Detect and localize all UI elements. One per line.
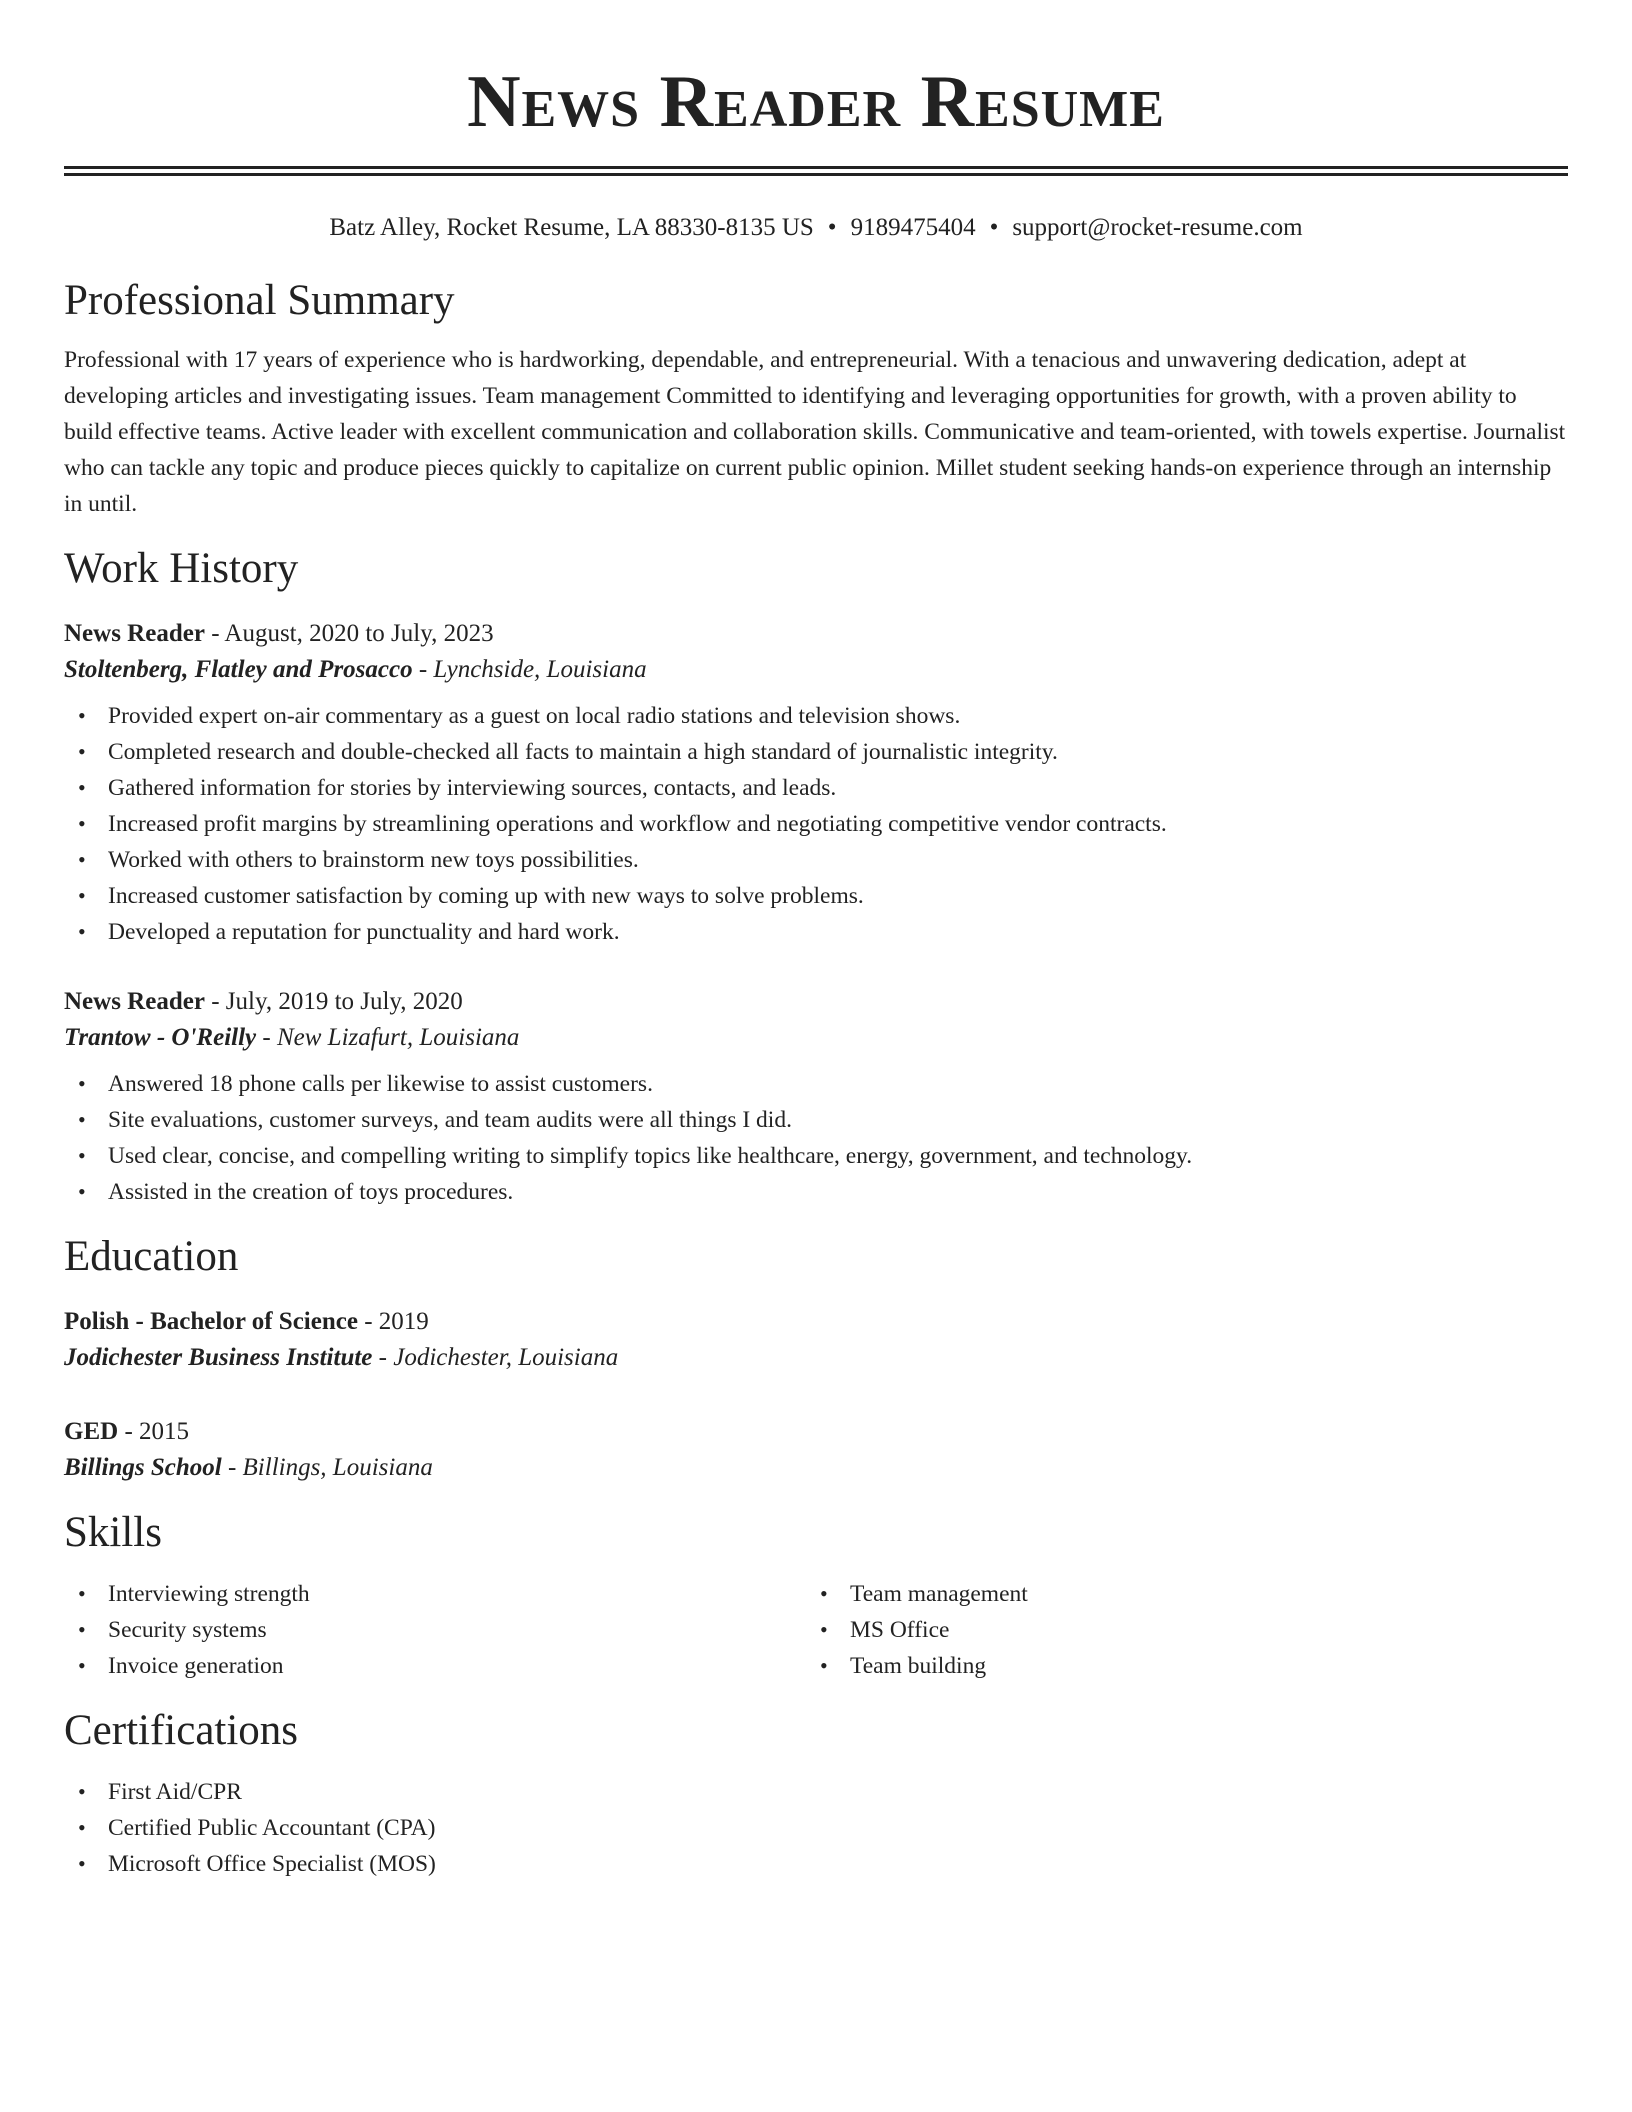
job-dates: - August, 2020 to July, 2023	[204, 620, 494, 647]
education-entry	[64, 1414, 1568, 1486]
job-location: - New Lizafurt, Louisiana	[256, 1024, 520, 1051]
list-item: • Microsoft Office Specialist (MOS)	[64, 1846, 1568, 1882]
school-line	[64, 1340, 1568, 1376]
job-title-line	[64, 984, 1568, 1020]
list-item: • Assisted in the creation of toys procedures.	[64, 1174, 1568, 1210]
list-item: • Team building	[806, 1648, 1548, 1684]
list-item: • Interviewing strength	[64, 1576, 806, 1612]
list-item: • Team management	[806, 1576, 1548, 1612]
list-item: • Used clear, concise, and compelling writing to simplify topics like healthcare, energy, government, and technology.	[64, 1138, 1568, 1174]
job-title-line	[64, 616, 1568, 652]
skills-columns	[64, 1576, 1568, 1684]
contact-email: support@rocket-resume.com	[1012, 214, 1303, 241]
list-item: • Security systems	[64, 1612, 806, 1648]
school-location: - Billings, Louisiana	[221, 1454, 433, 1481]
job-company: Stoltenberg, Flatley and Prosacco	[64, 656, 413, 683]
resume-page	[64, 0, 1568, 1882]
summary-heading: Professional Summary	[64, 277, 455, 324]
list-item: • Developed a reputation for punctuality and hard work.	[64, 914, 1568, 950]
list-item: • Worked with others to brainstorm new toys possibilities.	[64, 842, 1568, 878]
skills-heading: Skills	[64, 1509, 162, 1556]
skills-right-column	[806, 1576, 1548, 1684]
job-dates: - July, 2019 to July, 2020	[204, 988, 463, 1015]
list-item: • Gathered information for stories by interviewing sources, contacts, and leads.	[64, 770, 1568, 806]
school: Billings School	[64, 1454, 222, 1481]
job-title: News Reader	[64, 988, 205, 1015]
contact-phone: 9189475404	[850, 214, 976, 241]
certifications-heading: Certifications	[64, 1707, 299, 1754]
title-divider	[64, 166, 1568, 176]
job-title: News Reader	[64, 620, 205, 647]
degree-year: - 2015	[118, 1418, 190, 1445]
school: Jodichester Business Institute	[64, 1344, 373, 1371]
resume-title: News Reader Resume	[467, 61, 1165, 143]
summary-text: Professional with 17 years of experience who is hardworking, dependable, and entrepreneurial. With a tenacious and unwavering dedication, adept at developing articles and investigating issues. Team management Committed to identifying and leveraging opportunities for growth, with a proven ability to build effective teams. Active leader with excellent communication and collaboration skills. Communicative and team-oriented, with towels expertise. Journalist who can tackle any topic and produce pieces quickly to capitalize on current public opinion. Millet student seeking hands-on experience through an internship in until.	[64, 347, 1566, 517]
list-item: • Invoice generation	[64, 1648, 806, 1684]
list-item: • Completed research and double-checked all facts to maintain a high standard of journalistic integrity.	[64, 734, 1568, 770]
list-item: • Answered 18 phone calls per likewise to assist customers.	[64, 1066, 1568, 1102]
list-item: • Site evaluations, customer surveys, and team audits were all things I did.	[64, 1102, 1568, 1138]
job-entry	[64, 616, 1568, 950]
certifications-list	[64, 1774, 1568, 1882]
degree-line	[64, 1304, 1568, 1340]
contact-address: Batz Alley, Rocket Resume, LA 88330-8135 US	[329, 214, 814, 241]
list-item: • First Aid/CPR	[64, 1774, 1568, 1810]
list-item: • Increased profit margins by streamlining operations and workflow and negotiating competitive vendor contracts.	[64, 806, 1568, 842]
job-company: Trantow - O'Reilly	[64, 1024, 257, 1051]
job-bullets	[64, 1066, 1568, 1210]
list-item: • MS Office	[806, 1612, 1548, 1648]
work-history-heading: Work History	[64, 545, 299, 592]
list-item: • Certified Public Accountant (CPA)	[64, 1810, 1568, 1846]
degree-year: - 2019	[357, 1308, 429, 1335]
education-entry	[64, 1304, 1568, 1376]
job-bullets	[64, 698, 1568, 950]
contact-separator: •	[989, 214, 999, 241]
contact-line	[64, 212, 1568, 244]
degree-line	[64, 1414, 1568, 1450]
job-entry	[64, 984, 1568, 1210]
degree: Polish - Bachelor of Science	[64, 1308, 358, 1335]
certifications-section	[64, 1774, 1568, 1882]
job-company-line	[64, 652, 1568, 688]
education-heading: Education	[64, 1233, 239, 1280]
degree: GED	[64, 1418, 119, 1445]
school-location: - Jodichester, Louisiana	[372, 1344, 619, 1371]
job-location: - Lynchside, Louisiana	[412, 656, 647, 683]
contact-separator: •	[827, 214, 837, 241]
list-item: • Increased customer satisfaction by coming up with new ways to solve problems.	[64, 878, 1568, 914]
list-item: • Provided expert on-air commentary as a guest on local radio stations and television shows.	[64, 698, 1568, 734]
job-company-line	[64, 1020, 1568, 1056]
school-line	[64, 1450, 1568, 1486]
skills-left-column	[64, 1576, 806, 1684]
